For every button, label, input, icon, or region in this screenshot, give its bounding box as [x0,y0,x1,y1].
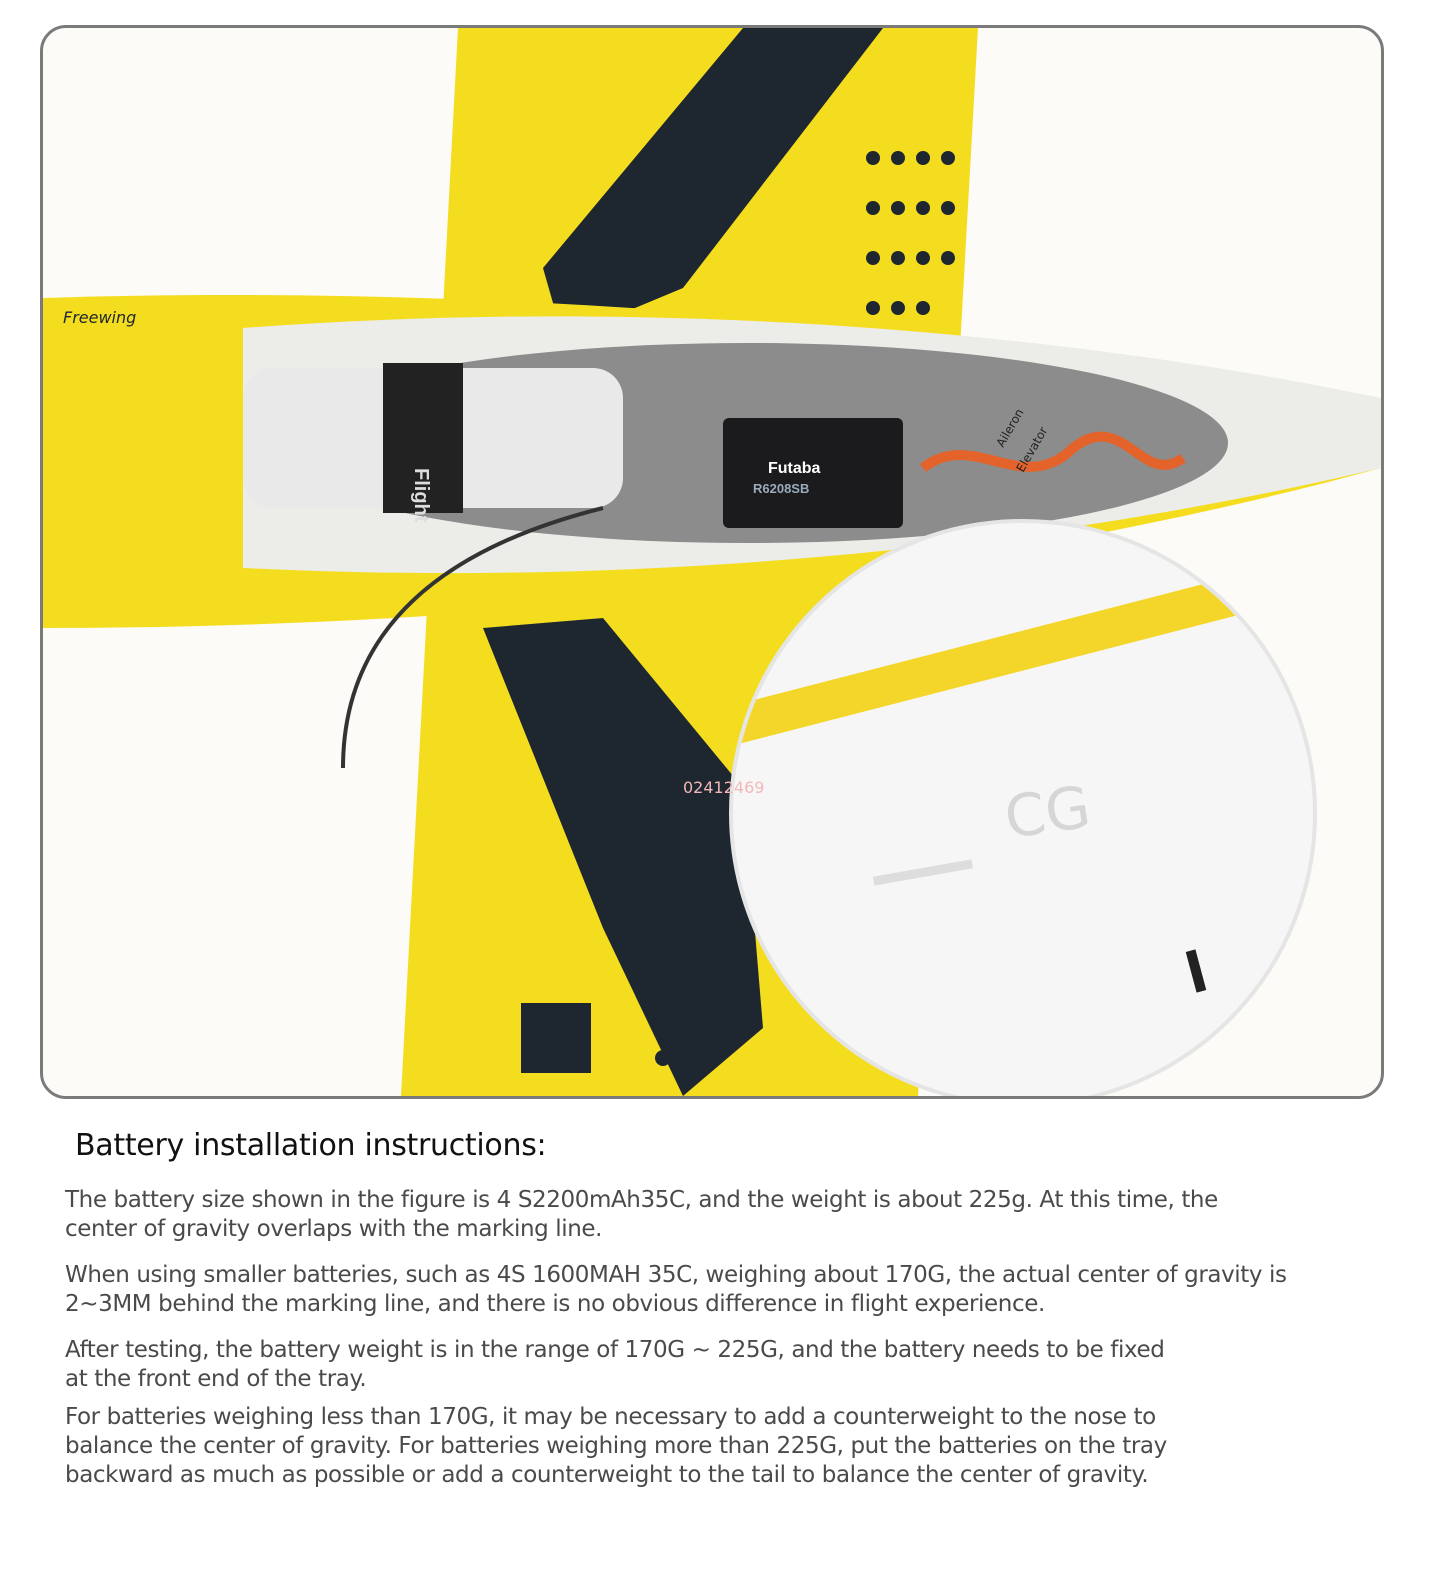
servo-cover [521,1003,591,1073]
instruction-paragraph: When using smaller batteries, such as 4S 1600MAH 35C, weighing about 170G, the actual center of gravity is 2~3MM behind the marking line, and there is no obvious difference in flight experience. [65,1262,1287,1317]
watermark: 02412469 [683,778,765,797]
receiver-brand: Futaba [768,460,821,477]
receiver-model: R6208SB [753,481,810,496]
product-photo-frame [40,25,1384,1099]
aileron-label: Aileron [993,406,1027,450]
instruction-paragraph: After testing, the battery weight is in the range of 170G ~ 225G, and the battery needs to be fixed at the front end of the tray. [65,1337,1165,1392]
wing-brand-text: Freewing [63,308,137,327]
cg-label: CG [1000,772,1095,852]
instruction-paragraph: The battery size shown in the figure is 4 S2200mAh35C, and the weight is about 225g. At this time, the center of gravity overlaps with the marking line. [65,1187,1218,1242]
elevator-label: Elevator [1013,424,1051,475]
instructions-title: Battery installation instructions: [75,1128,547,1163]
strap-label: Flight [410,468,432,523]
airplane-illustration [43,28,1381,1096]
instruction-paragraph: For batteries weighing less than 170G, it may be necessary to add a counterweight to the nose to balance the center of gravity. For batteries weighing more than 225G, put the batteries on the tray backward as much as possible or add a counterweight to the tail to balance the center of gravity. [65,1404,1167,1488]
